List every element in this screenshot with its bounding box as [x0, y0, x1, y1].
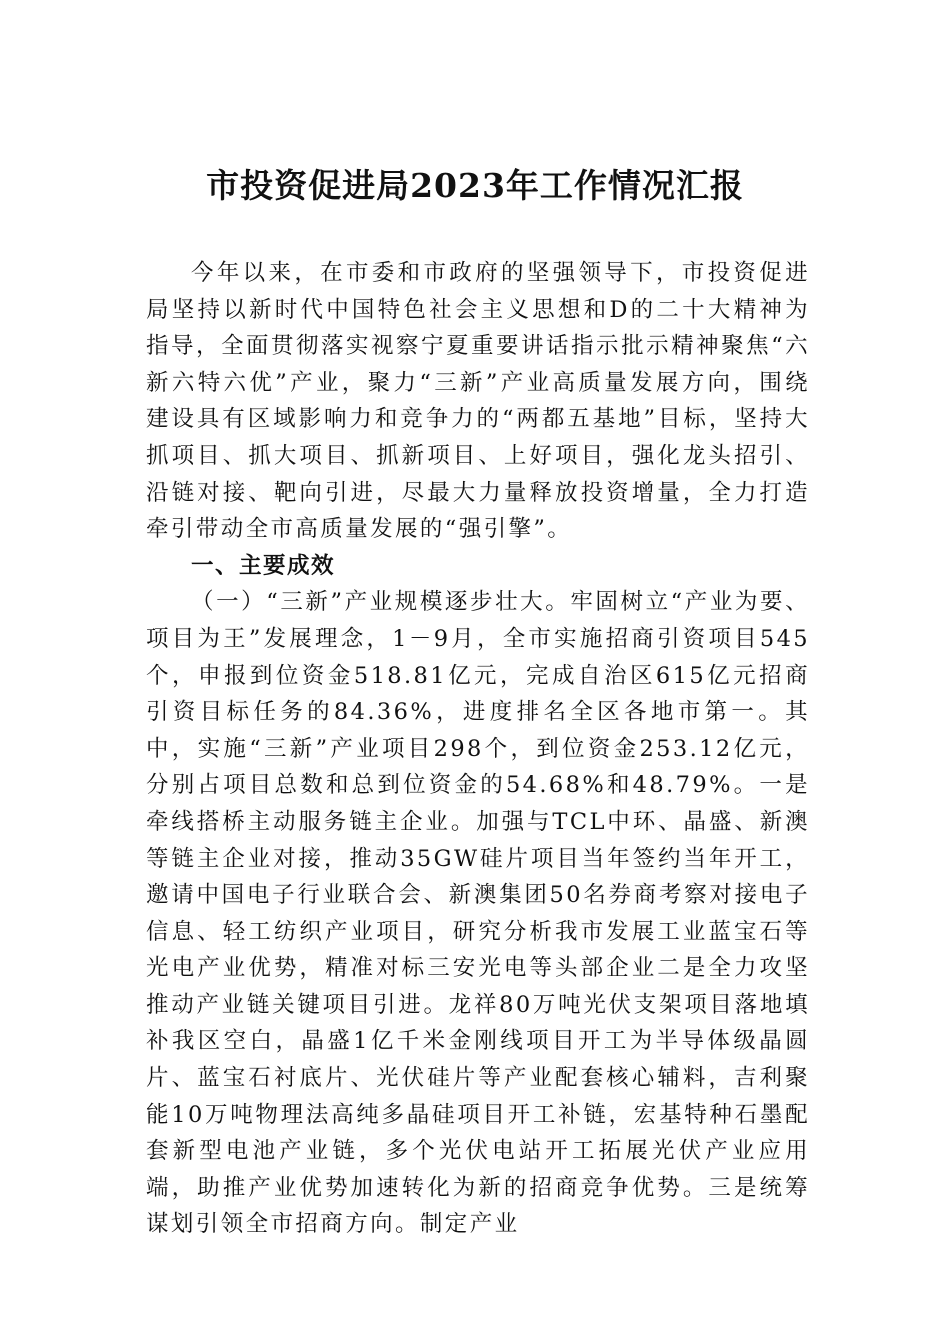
section-paragraph: （一）“三新”产业规模逐步壮大。牢固树立“产业为要、项目为王”发展理念，1－9月，全市实施招商引资项目545个，申报到位资金518.81亿元，完成自治区615亿元招商引资目标任务的84.36%，进度排名全区各地市第一。其中，实施“三新”产业项目298个，到位资金253.12亿元，分别占项目总数和总到位资金的54.68%和48.79%。一是牵线搭桥主动服务链主企业。加强与TCL中环、晶盛、新澳等链主企业对接，推动35GW硅片项目当年签约当年开工，邀请中国电子行业联合会、新澳集团50名券商考察对接电子信息、轻工纺织产业项目，研究分析我市发展工业蓝宝石等光电产业优势，精准对标三安光电等头部企业二是全力攻坚推动产业链关键项目引进。龙祥80万吨光伏支架项目落地填补我区空白，晶盛1亿千米金刚线项目开工为半导体级晶圆片、蓝宝石衬底片、光伏硅片等产业配套核心辅料，吉利聚能10万吨物理法高纯多晶硅项目开工补链，宏基特种石墨配套新型电池产业链，多个光伏电站开工拓展光伏产业应用端，助推产业优势加速转化为新的招商竞争优势。三是统筹谋划引领全市招商方向。制定产业 — [146, 589, 810, 1238]
section-heading: 一、主要成效 — [191, 552, 336, 579]
document-title: 市投资促进局2023年工作情况汇报 — [206, 166, 744, 205]
intro-paragraph: 今年以来，在市委和市政府的坚强领导下，市投资促进局坚持以新时代中国特色社会主义思想和D的二十大精神为指导，全面贯彻落实视察宁夏重要讲话指示批示精神聚焦“六新六特六优”产业，聚力“三新”产业高质量发展方向，围绕建设具有区域影响力和竞争力的“两都五基地”目标，坚持大抓项目、抓大项目、抓新项目、上好项目，强化龙头招引、沿链对接、靶向引进，尽最大力量释放投资增量，全力打造牵引带动全市高质量发展的“强引擎”。 — [146, 260, 810, 543]
document-body — [146, 255, 810, 1243]
